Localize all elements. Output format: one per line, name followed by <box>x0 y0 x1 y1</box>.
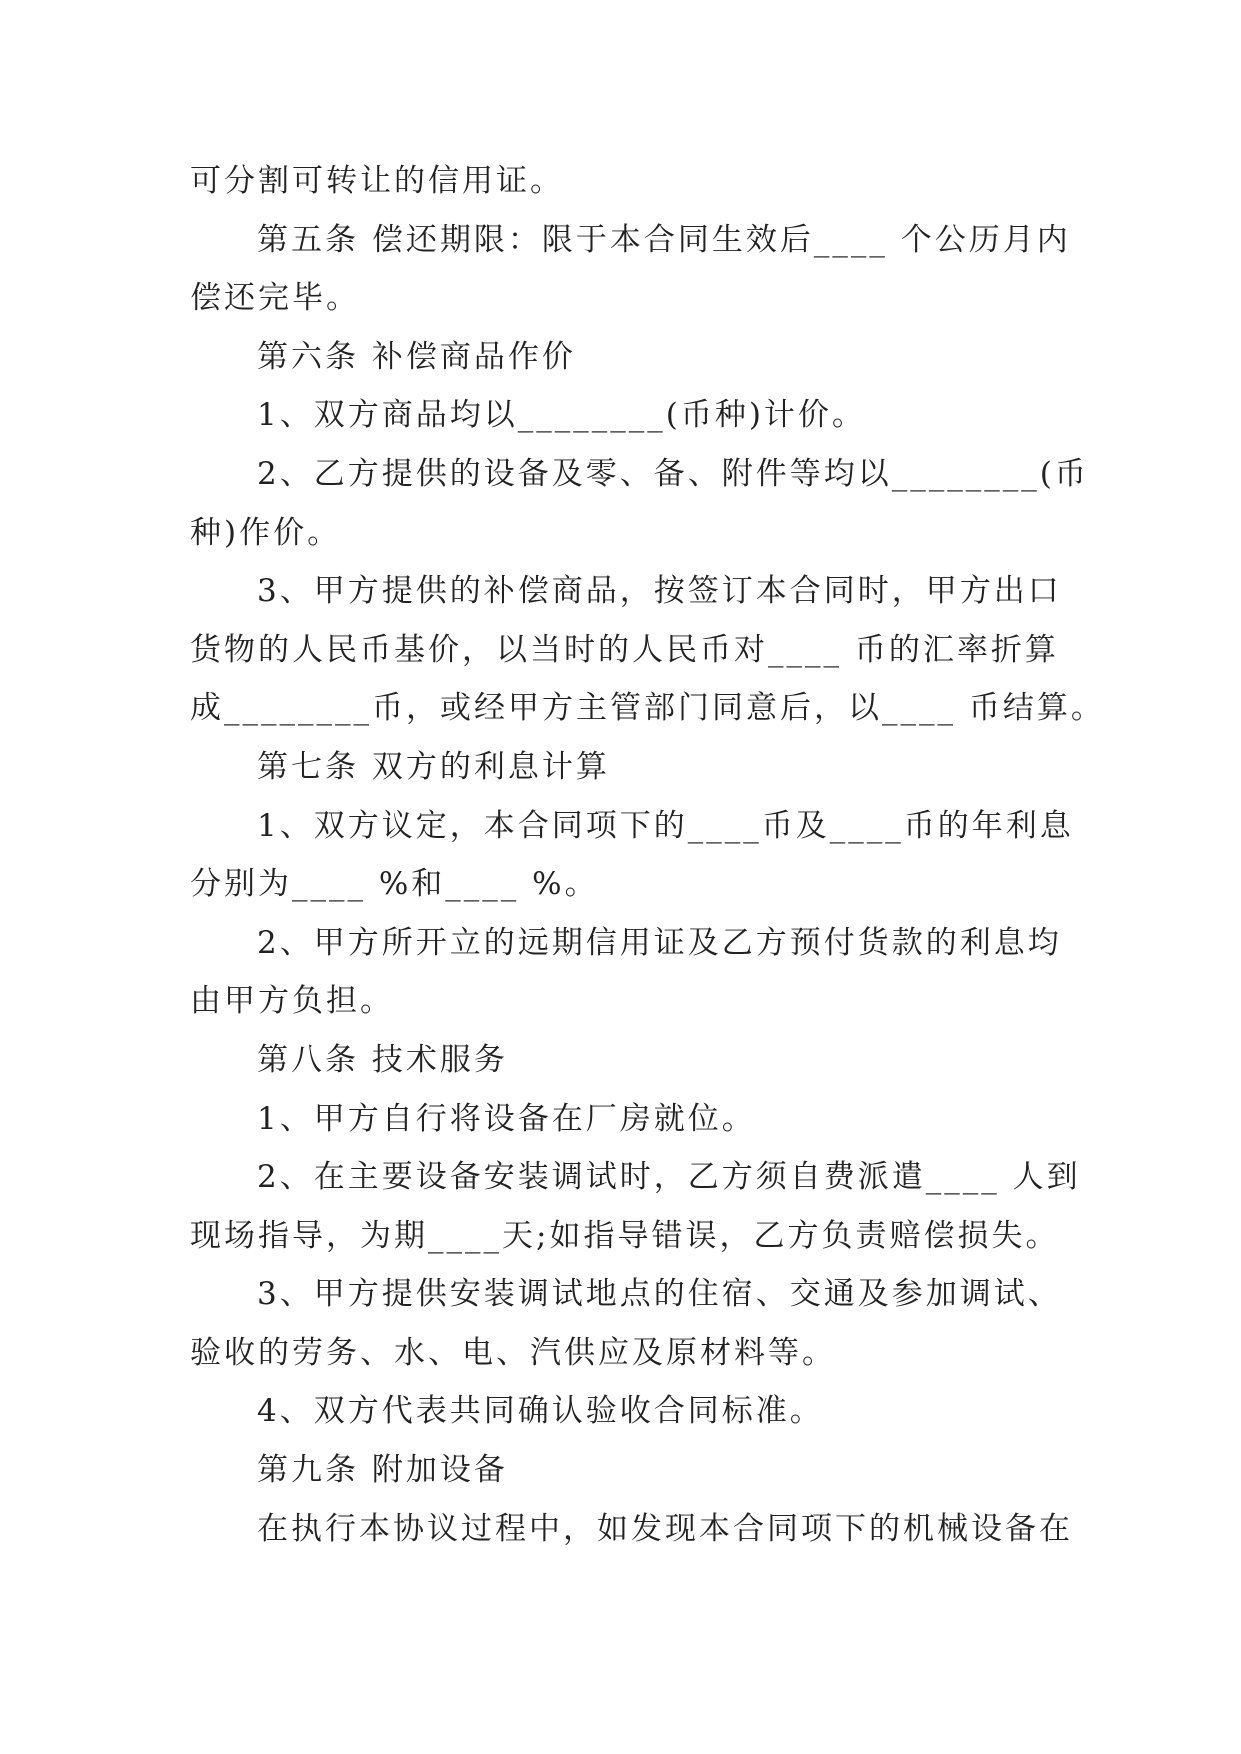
contract-text <box>190 152 1105 1558</box>
text-line: 货物的人民币基价，以当时的人民币对____ 币的汇率折算 <box>190 631 1059 668</box>
text-line: 1、双方商品均以________(币种)计价。 <box>257 397 866 434</box>
clause-5-heading: 第五条 偿还期限：限于本合同生效后____ 个公历月内 <box>257 221 1071 258</box>
text-line: 1、双方议定，本合同项下的____币及____币的年利息 <box>257 807 1074 844</box>
clause-9-heading: 第九条 附加设备 <box>257 1452 508 1489</box>
text-line: 分别为____ %和____ %。 <box>190 866 599 903</box>
text-line: 验收的劳务、水、电、汽供应及原材料等。 <box>190 1334 836 1371</box>
text-line: 2、甲方所开立的远期信用证及乙方预付货款的利息均 <box>257 924 1062 961</box>
text-line: 由甲方负担。 <box>190 983 394 1020</box>
text-line: 3、甲方提供安装调试地点的住宿、交通及参加调试、 <box>257 1276 1062 1313</box>
text-line: 1、甲方自行将设备在厂房就位。 <box>257 1100 756 1137</box>
clause-7-heading: 第七条 双方的利息计算 <box>257 748 610 785</box>
text-line: 可分割可转让的信用证。 <box>190 163 564 199</box>
text-line: 现场指导，为期____天;如指导错误，乙方负责赔偿损失。 <box>190 1217 1060 1254</box>
text-line: 4、双方代表共同确认验收合同标准。 <box>257 1393 824 1430</box>
text-line: 种)作价。 <box>190 514 342 551</box>
text-line: 成________币，或经甲方主管部门同意后，以____ 币结算。 <box>190 690 1105 727</box>
text-line: 偿还完毕。 <box>190 280 360 317</box>
text-line: 2、乙方提供的设备及零、备、附件等均以________(币 <box>257 455 1089 492</box>
text-line: 3、甲方提供的补偿商品，按签订本合同时，甲方出口 <box>257 573 1062 610</box>
clause-6-heading: 第六条 补偿商品作价 <box>257 338 576 375</box>
text-line: 2、在主要设备安装调试时，乙方须自费派遣____ 人到 <box>257 1159 1081 1196</box>
clause-8-heading: 第八条 技术服务 <box>257 1041 508 1078</box>
text-line: 在执行本协议过程中，如发现本合同项下的机械设备在 <box>257 1510 1073 1547</box>
